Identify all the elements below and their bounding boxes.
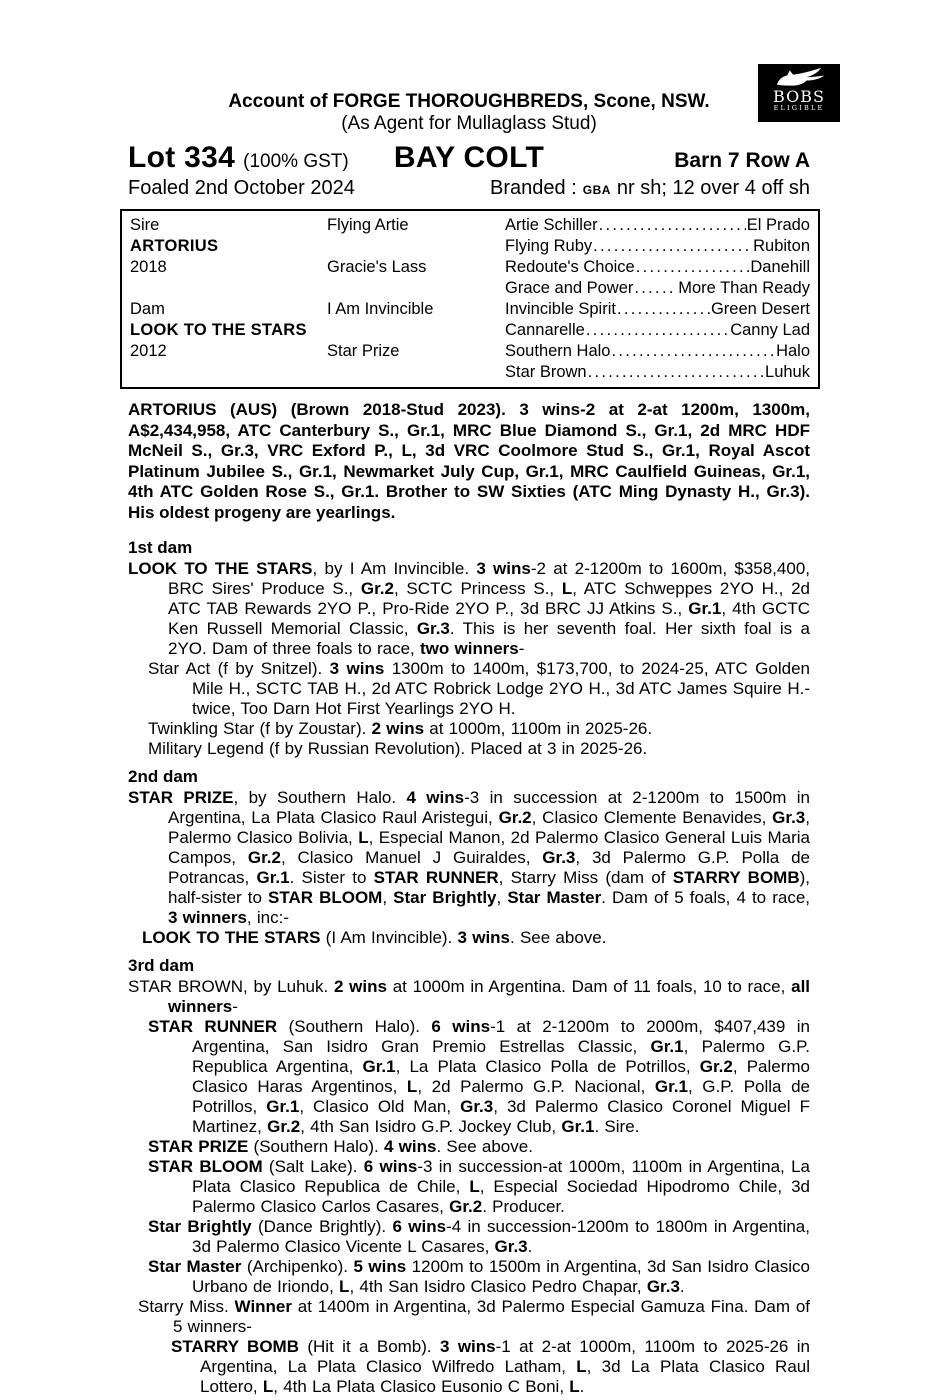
- dam-record: LOOK TO THE STARS, by I Am Invincible. 3 wins-2 at 2-1200m to 1600m, $358,400, BRC Sires' Produce S., Gr.2, SCTC Princess S., L, ATC Schweppes 2YO H., 2d ATC TAB Rewards 2YO P., Pro-Ride 2YO P., 3d BRC JJ Atkins S., Gr.1, 4th GCTC Ken Russell Memorial Classic, Gr.3. This is her seventh foal. Her sixth foal is a 2YO. Dam of three foals to race, two winners-: [128, 559, 811, 658]
- section-2nd-dam: [128, 767, 810, 948]
- progeny-record: Star Brightly (Dance Brightly). 6 wins-4 in succession-1200m to 1800m in Argentina, 3d Palermo Clasico Vicente L Casares, Gr.3.: [148, 1217, 810, 1256]
- dot-leader: [593, 236, 752, 257]
- grandparent-name: Gracie's Lass: [327, 258, 427, 276]
- sire-race-record: ARTORIUS (AUS) (Brown 2018-Stud 2023). 3 wins-2 at 2-at 1200m, 1300m, A$2,434,958, ATC Canterbury S., Gr.1, MRC Blue Diamond S., Gr.1, 2d MRC HDF McNeil S., Gr.3, VRC Exford P., L, 3d VRC Coolmore Stud S., Gr.1, Royal Ascot Platinum Jubilee S., Gr.1, Newmarket July Cup, Gr.1, MRC Caulfield Guineas, Gr.1, 4th ATC Golden Rose S., Gr.1. Brother to SW Sixties (ATC Ming Dynasty H., Gr.3). His oldest progeny are yearlings.: [128, 400, 810, 522]
- ancestor-sire: Halo: [776, 342, 810, 360]
- sire-year: 2018: [130, 258, 167, 276]
- grandparent-name: Star Prize: [327, 342, 400, 360]
- ancestor-name: Redoute's Choice: [505, 258, 635, 276]
- lot-number-group: [128, 141, 362, 175]
- ancestor-name: Cannarelle: [505, 321, 585, 339]
- progeny-record: STAR BLOOM (Salt Lake). 6 wins-3 in succession-at 1000m, 1100m in Argentina, La Plata Clasico Republica de Chile, L, Especial Sociedad Hipodromo Chile, 3d Palermo Clasico Carlos Casares, Gr.2. Producer.: [148, 1157, 810, 1216]
- pedigree-table: [120, 209, 820, 389]
- ancestor-sire: Luhuk: [765, 363, 810, 381]
- ancestor-sire: More Than Ready: [678, 279, 810, 297]
- bobs-logo-title: BOBS: [773, 87, 825, 106]
- dot-leader: [588, 362, 764, 383]
- lot-number: Lot 334: [128, 141, 236, 174]
- ancestor-name: Artie Schiller: [505, 216, 598, 234]
- pedigree-row: [130, 215, 810, 236]
- ancestor-sire: Green Desert: [710, 300, 810, 318]
- great-grandparents: [505, 320, 810, 341]
- ancestor-sire: Danehill: [750, 258, 810, 276]
- pedigree-row: [130, 236, 810, 257]
- vendor-account-line: Account of FORGE THOROUGHBREDS, Scone, NSW.: [228, 91, 710, 112]
- great-grandparents: [505, 278, 810, 299]
- dam-year: 2012: [130, 342, 167, 360]
- pedigree-row: [130, 257, 810, 278]
- section-heading: 3rd dam: [128, 956, 195, 975]
- progeny-record: STAR RUNNER (Southern Halo). 6 wins-1 at 2-1200m to 2000m, $407,439 in Argentina, San Isidro Gran Premio Estrellas Classic, Gr.1, Palermo G.P. Republica Argentina, Gr.1, La Plata Clasico Polla de Potrillos, Gr.2, Palermo Clasico Haras Argentinos, L, 2d Palermo G.P. Nacional, Gr.1, G.P. Polla de Potrillos, Gr.1, Clasico Old Man, Gr.3, 3d Palermo Clasico Coronel Miguel F Martinez, Gr.2, 4th San Isidro G.P. Jockey Club, Gr.1. Sire.: [148, 1017, 810, 1136]
- section-heading: 1st dam: [128, 538, 193, 557]
- pedigree-row: [130, 278, 810, 299]
- grand-progeny-record: STARRY BOMB (Hit it a Bomb). 3 wins-1 at 2-at 1000m, 1100m to 2025-26 in Argentina, La Plata Clasico Wilfredo Latham, L, 3d La Plata Clasico Raul Lottero, L, 4th La Plata Clasico Eusonio C Boni, L.: [171, 1337, 811, 1396]
- pedigree-label: Sire: [130, 216, 160, 234]
- barn-location: Barn 7 Row A: [674, 149, 810, 172]
- ancestor-name: Star Brown: [505, 363, 587, 381]
- section-heading: 2nd dam: [128, 767, 198, 786]
- great-grandparents: [505, 341, 810, 362]
- vendor-agent-line: (As Agent for Mullaglass Stud): [341, 113, 597, 134]
- bobs-logo-subtitle: ELIGIBLE: [773, 104, 825, 112]
- sire-name: ARTORIUS: [130, 237, 219, 255]
- lot-meta-row: [128, 176, 810, 202]
- pedigree-label: Dam: [130, 300, 165, 318]
- ancestor-name: Southern Halo: [505, 342, 611, 360]
- dot-leader: [599, 215, 746, 236]
- progeny-record: LOOK TO THE STARS (I Am Invincible). 3 wins. See above.: [142, 928, 607, 947]
- page-content: [128, 0, 810, 1397]
- ancestor-name: Grace and Power: [505, 279, 634, 297]
- dot-leader: [586, 320, 729, 341]
- brand-description: [490, 176, 810, 202]
- pedigree-row: [130, 320, 810, 341]
- branded-detail: nr sh; 12 over 4 off sh: [616, 177, 810, 199]
- pedigree-row: [130, 299, 810, 320]
- great-grandparents: [505, 215, 810, 236]
- ancestor-name: Flying Ruby: [505, 237, 593, 255]
- pedigree-row: [130, 341, 810, 362]
- ancestor-name: Invincible Spirit: [505, 300, 616, 318]
- horse-description: BAY COLT: [393, 141, 545, 174]
- great-grandparents: [505, 257, 810, 278]
- ancestor-sire: El Prado: [746, 216, 810, 234]
- progeny-record: Starry Miss. Winner at 1400m in Argentina, 3d Palermo Especial Gamuza Fina. Dam of 5 winners-: [138, 1297, 810, 1336]
- foaled-date: Foaled 2nd October 2024: [128, 177, 355, 199]
- progeny-record: Star Act (f by Snitzel). 3 wins 1300m to 1400m, $173,700, to 2024-25, ATC Golden Mile H., SCTC TAB H., 2d ATC Robrick Lodge 2YO H., 3d ATC James Squire H.-twice, Too Darn Hot First Yearlings 2YO H.: [148, 659, 810, 718]
- dot-leader: [634, 278, 677, 299]
- dot-leader: [612, 341, 776, 362]
- branded-label: Branded :: [490, 177, 577, 199]
- ancestor-sire: Rubiton: [753, 237, 810, 255]
- great-grandparents: [505, 362, 810, 383]
- progeny-record: Twinkling Star (f by Zoustar). 2 wins at 1000m, 1100m in 2025-26.: [148, 719, 653, 738]
- grandparent-name: Flying Artie: [327, 216, 409, 234]
- ancestor-sire: Canny Lad: [730, 321, 810, 339]
- dam-record: STAR BROWN, by Luhuk. 2 wins at 1000m in Argentina. Dam of 11 foals, 10 to race, all winners-: [128, 977, 811, 1016]
- great-grandparents: [505, 236, 810, 257]
- progeny-record: Star Master (Archipenko). 5 wins 1200m to 1500m in Argentina, 3d San Isidro Clasico Urbano de Iriondo, L, 4th San Isidro Clasico Pedro Chapar, Gr.3.: [148, 1257, 810, 1296]
- great-grandparents: [505, 299, 810, 320]
- brand-mark-glyph: GBA: [582, 183, 611, 197]
- progeny-record: STAR PRIZE (Southern Halo). 4 wins. See above.: [148, 1137, 533, 1156]
- dot-leader: [617, 299, 710, 320]
- lot-header-row: [128, 141, 810, 175]
- grandparent-name: I Am Invincible: [327, 300, 434, 318]
- dam-name: LOOK TO THE STARS: [130, 321, 307, 339]
- lot-gst-note: (100% GST): [243, 151, 349, 172]
- section-1st-dam: [128, 538, 810, 759]
- section-3rd-dam: [128, 956, 810, 1397]
- pedigree-row: [130, 362, 810, 383]
- dot-leader: [636, 257, 750, 278]
- progeny-record: Military Legend (f by Russian Revolution). Placed at 3 in 2025-26.: [148, 739, 648, 758]
- dam-record: STAR PRIZE, by Southern Halo. 4 wins-3 in succession at 2-1200m to 1500m in Argentina, La Plata Clasico Raul Aristegui, Gr.2, Clasico Clemente Benavides, Gr.3, Palermo Clasico Bolivia, L, Especial Manon, 2d Palermo Clasico General Luis Maria Campos, Gr.2, Clasico Manuel J Guiraldes, Gr.3, 3d Palermo G.P. Polla de Potrancas, Gr.1. Sister to STAR RUNNER, Starry Miss (dam of STARRY BOMB), half-sister to STAR BLOOM, Star Brightly, Star Master. Dam of 5 foals, 4 to race, 3 winners, inc:-: [128, 788, 811, 927]
